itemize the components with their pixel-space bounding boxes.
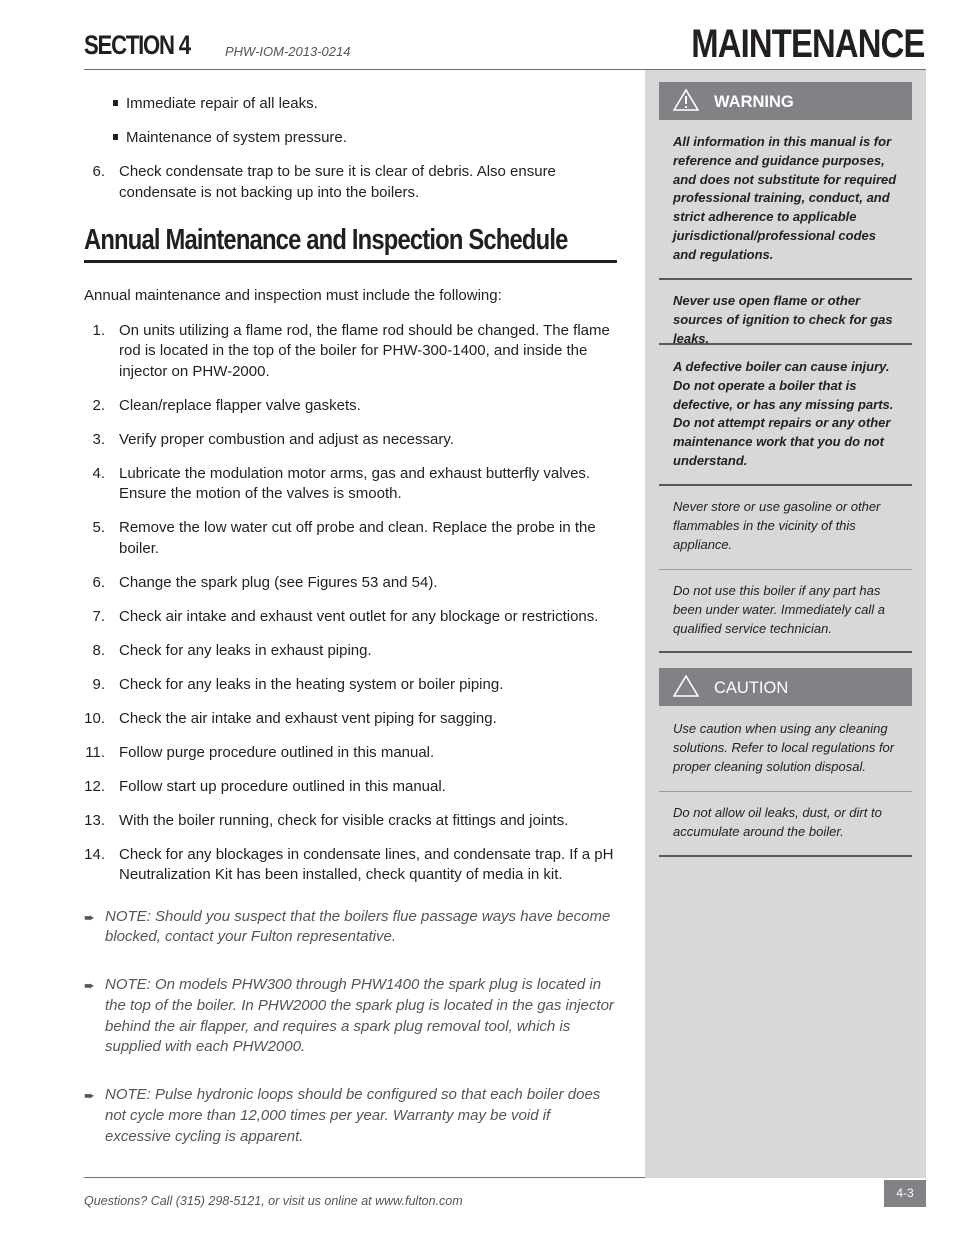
warning-triangle-icon	[673, 88, 699, 112]
pointing-arrow-icon: ➨	[84, 909, 95, 925]
item-number: 7.	[92, 607, 105, 625]
note-text: NOTE: On models PHW300 through PHW1400 the spark plug is located in the top of the boiler. In PHW2000 the spark plug is located in the gas injector behind the air flapper, and requires a spark plug removal tool, which is supplied with each PHW2000.	[105, 976, 614, 1056]
list-item	[84, 811, 617, 832]
item-text: Check condensate trap to be sure it is clear of debris. Also ensure condensate is not backing up into the boilers.	[119, 163, 556, 201]
item-text: Check the air intake and exhaust vent piping for sagging.	[119, 709, 497, 727]
list-item	[84, 607, 617, 628]
item-number: 1.	[92, 321, 105, 339]
list-item	[84, 430, 617, 451]
note	[84, 907, 617, 949]
main-content	[84, 94, 617, 1174]
pointing-arrow-icon: ➨	[84, 1088, 95, 1104]
caution-triangle-icon	[673, 674, 699, 698]
list-item	[84, 573, 617, 594]
caution-block: Use caution when using any cleaning solutions. Refer to local regulations for proper cleaning solution disposal.	[659, 720, 912, 792]
caution-label: CAUTION	[714, 679, 789, 697]
item-text: Check for any leaks in the heating system or boiler piping.	[119, 675, 504, 693]
item-number: 12.	[84, 777, 105, 795]
item-number: 5.	[92, 519, 105, 536]
item-text: With the boiler running, check for visible cracks at fittings and joints.	[119, 811, 569, 829]
item-text: Clean/replace flapper valve gaskets.	[119, 396, 361, 414]
warning-block: Do not use this boiler if any part has been under water. Immediately call a qualified service technician.	[659, 582, 912, 653]
note	[84, 975, 617, 1058]
item-number: 9.	[92, 675, 105, 693]
item-number: 11.	[85, 743, 105, 761]
item-number: 3.	[92, 430, 105, 448]
warning-block: Never store or use gasoline or other flammables in the vicinity of this appliance.	[659, 498, 912, 570]
pointing-arrow-icon: ➨	[84, 978, 95, 994]
caution-block: Do not allow oil leaks, dust, or dirt to accumulate around the boiler.	[659, 804, 912, 857]
list-item	[84, 321, 617, 383]
list-item	[84, 675, 617, 696]
warning-block: A defective boiler can cause injury. Do not operate a boiler that is defective, or has any missing parts. Do not attempt repairs or any other maintenance work that you do not understand.	[659, 358, 912, 486]
list-item	[84, 641, 617, 662]
item-number: 13.	[84, 811, 105, 829]
list-item	[84, 396, 617, 417]
item-text: Check for any blockages in condensate lines, and condensate trap. If a pH Neutralization Kit has been installed, check quantity of media in kit.	[119, 845, 614, 883]
note-text: NOTE: Should you suspect that the boilers flue passage ways have become blocked, contact your Fulton representative.	[105, 907, 611, 946]
warning-label: WARNING	[714, 93, 794, 111]
item-text: On units utilizing a flame rod, the flame rod should be changed. The flame rod is located in the top of the boiler for PHW-300-1400, and inside the injector on PHW-2000.	[119, 321, 610, 380]
item-text: Check air intake and exhaust vent outlet for any blockage or restrictions.	[119, 607, 599, 625]
warning-header	[659, 82, 912, 120]
bullet-text: Immediate repair of all leaks.	[126, 95, 318, 112]
warning-block: All information in this manual is for reference and guidance purposes, and does not substitute for required professional training, conduct, and strict adherence to applicable jurisdictional/professional codes and regulations.	[659, 133, 912, 280]
list-item	[84, 94, 617, 115]
list-item	[84, 777, 617, 798]
warning-block: Never use open flame or other sources of ignition to check for gas leaks.	[659, 292, 912, 345]
list-item	[84, 162, 617, 203]
item-text: Verify proper combustion and adjust as necessary.	[119, 430, 454, 448]
square-bullet-icon	[113, 100, 118, 106]
list-item	[84, 743, 617, 764]
item-text: Lubricate the modulation motor arms, gas and exhaust butterfly valves. Ensure the motion of the valves is smooth.	[119, 464, 591, 502]
item-number: 10.	[84, 709, 105, 727]
footer-contact-text: Questions? Call (315) 298-5121, or visit us online at www.fulton.com	[84, 1194, 463, 1208]
list-item	[84, 128, 617, 149]
page-heading: MAINTENANCE	[691, 22, 925, 66]
item-number: 6.	[92, 163, 105, 180]
page-number: 4-3	[884, 1180, 926, 1207]
section-title: Annual Maintenance and Inspection Schedule	[84, 223, 617, 263]
caution-header	[659, 668, 912, 706]
item-text: Check for any leaks in exhaust piping.	[119, 641, 372, 659]
item-text: Remove the low water cut off probe and clean. Replace the probe in the boiler.	[119, 519, 596, 557]
list-item	[84, 518, 617, 559]
item-number: 4.	[92, 464, 105, 482]
list-item	[84, 845, 617, 886]
list-item	[84, 709, 617, 730]
item-number: 2.	[92, 396, 105, 414]
item-number: 8.	[92, 641, 105, 659]
item-text: Follow purge procedure outlined in this manual.	[119, 743, 435, 761]
item-number: 14.	[84, 845, 105, 863]
footer-rule	[84, 1177, 645, 1178]
note-text: NOTE: Pulse hydronic loops should be configured so that each boiler does not cycle more than 12,000 times per year. Warranty may be void if excessive cycling is apparent.	[105, 1086, 601, 1145]
item-number: 6.	[92, 573, 105, 591]
bullet-text: Maintenance of system pressure.	[126, 129, 347, 146]
item-text: Change the spark plug (see Figures 53 and 54).	[119, 573, 438, 591]
intro-text: Annual maintenance and inspection must include the following:	[84, 287, 502, 304]
square-bullet-icon	[113, 134, 118, 140]
document-code: PHW-IOM-2013-0214	[225, 44, 351, 59]
note	[84, 1085, 617, 1147]
section-label: SECTION 4	[84, 30, 190, 60]
item-text: Follow start up procedure outlined in this manual.	[119, 777, 446, 795]
list-item	[84, 464, 617, 505]
